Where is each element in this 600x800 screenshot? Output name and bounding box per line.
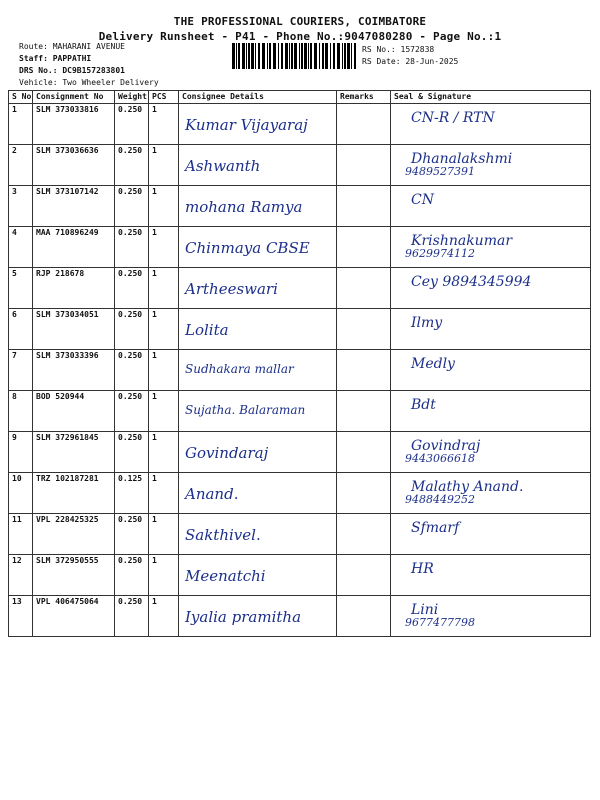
rs-number: RS No.: 1572838: [362, 45, 435, 54]
barcode-bar: [310, 43, 312, 69]
barcode-bar: [232, 43, 235, 69]
consignee-cell: [179, 596, 337, 637]
barcode-bar: [236, 43, 237, 69]
consignee-handwriting: Ashwanth: [185, 157, 261, 175]
weight-cell: 0.250: [115, 596, 149, 637]
sno-cell: 7: [9, 350, 33, 391]
table-row: [9, 309, 591, 350]
weight-cell: 0.250: [115, 432, 149, 473]
signature-cell: [391, 145, 591, 186]
pcs-cell: 1: [149, 227, 179, 268]
consignee-handwriting: Artheeswari: [185, 280, 278, 298]
remarks-cell: [337, 596, 391, 637]
consignment-cell: SLM 372950555: [33, 555, 115, 596]
pcs-cell: 1: [149, 391, 179, 432]
barcode-bar: [344, 43, 346, 69]
barcode-bar: [278, 43, 279, 69]
consignment-cell: MAA 710896249: [33, 227, 115, 268]
signature-cell: [391, 514, 591, 555]
consignee-handwriting: Anand.: [185, 485, 239, 503]
consignee-cell: [179, 227, 337, 268]
sno-cell: 6: [9, 309, 33, 350]
consignee-handwriting: Chinmaya CBSE: [185, 239, 310, 257]
consignee-handwriting: Lolita: [185, 321, 229, 339]
pcs-cell: 1: [149, 309, 179, 350]
column-header: PCS: [149, 91, 179, 104]
signature-cell: [391, 309, 591, 350]
barcode-bar: [325, 43, 328, 69]
remarks-cell: [337, 514, 391, 555]
barcode-bar: [291, 43, 293, 69]
rs-date: RS Date: 28-Jun-2025: [362, 57, 459, 66]
sno-cell: 9: [9, 432, 33, 473]
column-header: S No: [9, 91, 33, 104]
barcode-bar: [246, 43, 247, 69]
signature-handwriting: Bdt: [411, 397, 436, 413]
consignment-cell: SLM 373033396: [33, 350, 115, 391]
signature-cell: [391, 432, 591, 473]
pcs-cell: 1: [149, 473, 179, 514]
consignment-cell: BOD 520944: [33, 391, 115, 432]
weight-cell: 0.125: [115, 473, 149, 514]
runsheet-table: [8, 90, 591, 637]
table-row: [9, 227, 591, 268]
remarks-cell: [337, 145, 391, 186]
table-body: [9, 104, 591, 637]
barcode-bar: [273, 43, 276, 69]
signature-phone-note: 9629974112: [405, 247, 475, 260]
consignee-cell: [179, 104, 337, 145]
consignee-cell: [179, 514, 337, 555]
barcode-bar: [354, 43, 356, 69]
barcode-image: [232, 43, 356, 69]
remarks-cell: [337, 350, 391, 391]
consignee-handwriting: Sujatha. Balaraman: [185, 403, 306, 417]
consignee-handwriting: Govindaraj: [185, 444, 269, 462]
barcode-bar: [251, 43, 254, 69]
weight-cell: 0.250: [115, 555, 149, 596]
barcode-bar: [333, 43, 335, 69]
barcode-bar: [242, 43, 245, 69]
remarks-cell: [337, 186, 391, 227]
remarks-cell: [337, 227, 391, 268]
barcode-bar: [267, 43, 268, 69]
consignee-handwriting: Iyalia pramitha: [185, 608, 302, 626]
signature-handwriting: Govindraj: [411, 438, 481, 454]
vehicle-label: Vehicle: Two Wheeler Delivery: [19, 78, 159, 87]
sno-cell: 4: [9, 227, 33, 268]
consignee-handwriting: Sudhakara mallar: [185, 362, 294, 376]
barcode-bar: [248, 43, 250, 69]
consignee-cell: [179, 186, 337, 227]
table-row: [9, 145, 591, 186]
signature-phone-note: 9443066618: [405, 452, 475, 465]
barcode-bar: [342, 43, 343, 69]
table-row: [9, 186, 591, 227]
signature-handwriting: CN: [411, 192, 434, 208]
remarks-cell: [337, 473, 391, 514]
barcode-bar: [262, 43, 265, 69]
barcode-bar: [322, 43, 324, 69]
column-header: Remarks: [337, 91, 391, 104]
consignee-cell: [179, 145, 337, 186]
table-row: [9, 350, 591, 391]
signature-handwriting: Cey 9894345994: [411, 274, 532, 290]
weight-cell: 0.250: [115, 268, 149, 309]
signature-phone-note: 9677477798: [405, 616, 475, 629]
column-header: Seal & Signature: [391, 91, 591, 104]
pcs-cell: 1: [149, 268, 179, 309]
consignment-cell: SLM 373034051: [33, 309, 115, 350]
signature-phone-note: 9488449252: [405, 493, 475, 506]
barcode-bar: [238, 43, 240, 69]
consignee-cell: [179, 432, 337, 473]
barcode-bar: [319, 43, 320, 69]
table-row: [9, 596, 591, 637]
signature-cell: [391, 268, 591, 309]
sno-cell: 11: [9, 514, 33, 555]
consignee-cell: [179, 268, 337, 309]
consignee-cell: [179, 391, 337, 432]
table-row: [9, 391, 591, 432]
pcs-cell: 1: [149, 104, 179, 145]
remarks-cell: [337, 104, 391, 145]
sno-cell: 13: [9, 596, 33, 637]
sno-cell: 5: [9, 268, 33, 309]
consignee-handwriting: Sakthivel.: [185, 526, 261, 544]
sno-cell: 12: [9, 555, 33, 596]
signature-cell: [391, 473, 591, 514]
consignee-cell: [179, 473, 337, 514]
barcode-bar: [314, 43, 317, 69]
runsheet-subtitle: Delivery Runsheet - P41 - Phone No.:9047080280 - Page No.:1: [98, 30, 502, 43]
barcode-bar: [301, 43, 303, 69]
pcs-cell: 1: [149, 186, 179, 227]
table-row: [9, 268, 591, 309]
barcode-bar: [289, 43, 290, 69]
signature-cell: [391, 596, 591, 637]
company-title: THE PROFESSIONAL COURIERS, COIMBATORE: [173, 15, 427, 28]
weight-cell: 0.250: [115, 104, 149, 145]
signature-handwriting: Dhanalakshmi: [411, 151, 513, 167]
pcs-cell: 1: [149, 432, 179, 473]
signature-handwriting: HR: [411, 561, 434, 577]
consignment-cell: VPL 228425325: [33, 514, 115, 555]
barcode-bar: [304, 43, 307, 69]
sno-cell: 2: [9, 145, 33, 186]
signature-cell: [391, 227, 591, 268]
barcode-bar: [308, 43, 309, 69]
sno-cell: 10: [9, 473, 33, 514]
barcode-bar: [255, 43, 256, 69]
drs-number: DRS No.: DC9B157283801: [19, 66, 125, 75]
table-row: [9, 514, 591, 555]
weight-cell: 0.250: [115, 186, 149, 227]
consignee-handwriting: Meenatchi: [185, 567, 266, 585]
barcode-bar: [294, 43, 297, 69]
weight-cell: 0.250: [115, 391, 149, 432]
signature-handwriting: Lini: [411, 602, 439, 618]
table-row: [9, 432, 591, 473]
barcode-bar: [258, 43, 260, 69]
signature-handwriting: Medly: [411, 356, 455, 372]
weight-cell: 0.250: [115, 514, 149, 555]
remarks-cell: [337, 432, 391, 473]
remarks-cell: [337, 268, 391, 309]
consignment-cell: SLM 373036636: [33, 145, 115, 186]
route-label: Route: MAHARANI AVENUE: [19, 42, 125, 51]
sno-cell: 3: [9, 186, 33, 227]
consignee-handwriting: Kumar Vijayaraj: [185, 116, 308, 134]
sno-cell: 8: [9, 391, 33, 432]
weight-cell: 0.250: [115, 309, 149, 350]
consignment-cell: TRZ 102187281: [33, 473, 115, 514]
consignment-cell: RJP 218678: [33, 268, 115, 309]
barcode-bar: [269, 43, 271, 69]
signature-handwriting: Ilmy: [411, 315, 443, 331]
signature-handwriting: Sfmarf: [411, 520, 460, 536]
table-row: [9, 104, 591, 145]
consignment-cell: SLM 373107142: [33, 186, 115, 227]
barcode-bar: [281, 43, 283, 69]
signature-cell: [391, 391, 591, 432]
pcs-cell: 1: [149, 596, 179, 637]
consignee-cell: [179, 555, 337, 596]
pcs-cell: 1: [149, 555, 179, 596]
consignee-cell: [179, 309, 337, 350]
signature-cell: [391, 555, 591, 596]
signature-handwriting: Krishnakumar: [411, 233, 513, 249]
signature-handwriting: Malathy Anand.: [411, 479, 524, 495]
signature-cell: [391, 186, 591, 227]
sno-cell: 1: [9, 104, 33, 145]
signature-phone-note: 9489527391: [405, 165, 475, 178]
column-header: Weight: [115, 91, 149, 104]
barcode-bar: [299, 43, 300, 69]
consignee-cell: [179, 350, 337, 391]
consignee-handwriting: mohana Ramya: [185, 198, 303, 216]
barcode-bar: [330, 43, 331, 69]
weight-cell: 0.250: [115, 350, 149, 391]
barcode-bar: [347, 43, 350, 69]
signature-cell: [391, 104, 591, 145]
table-header-row: [9, 91, 591, 104]
barcode-bar: [351, 43, 352, 69]
signature-handwriting: CN-R / RTN: [411, 110, 495, 126]
column-header: Consignee Details: [179, 91, 337, 104]
consignment-cell: VPL 406475064: [33, 596, 115, 637]
pcs-cell: 1: [149, 145, 179, 186]
consignment-cell: SLM 373033816: [33, 104, 115, 145]
weight-cell: 0.250: [115, 227, 149, 268]
barcode-bar: [285, 43, 288, 69]
signature-cell: [391, 350, 591, 391]
table-row: [9, 473, 591, 514]
column-header: Consignment No: [33, 91, 115, 104]
barcode-bar: [337, 43, 340, 69]
weight-cell: 0.250: [115, 145, 149, 186]
pcs-cell: 1: [149, 350, 179, 391]
table-row: [9, 555, 591, 596]
consignment-cell: SLM 372961845: [33, 432, 115, 473]
remarks-cell: [337, 391, 391, 432]
staff-label: Staff: PAPPATHI: [19, 54, 92, 63]
remarks-cell: [337, 309, 391, 350]
pcs-cell: 1: [149, 514, 179, 555]
remarks-cell: [337, 555, 391, 596]
